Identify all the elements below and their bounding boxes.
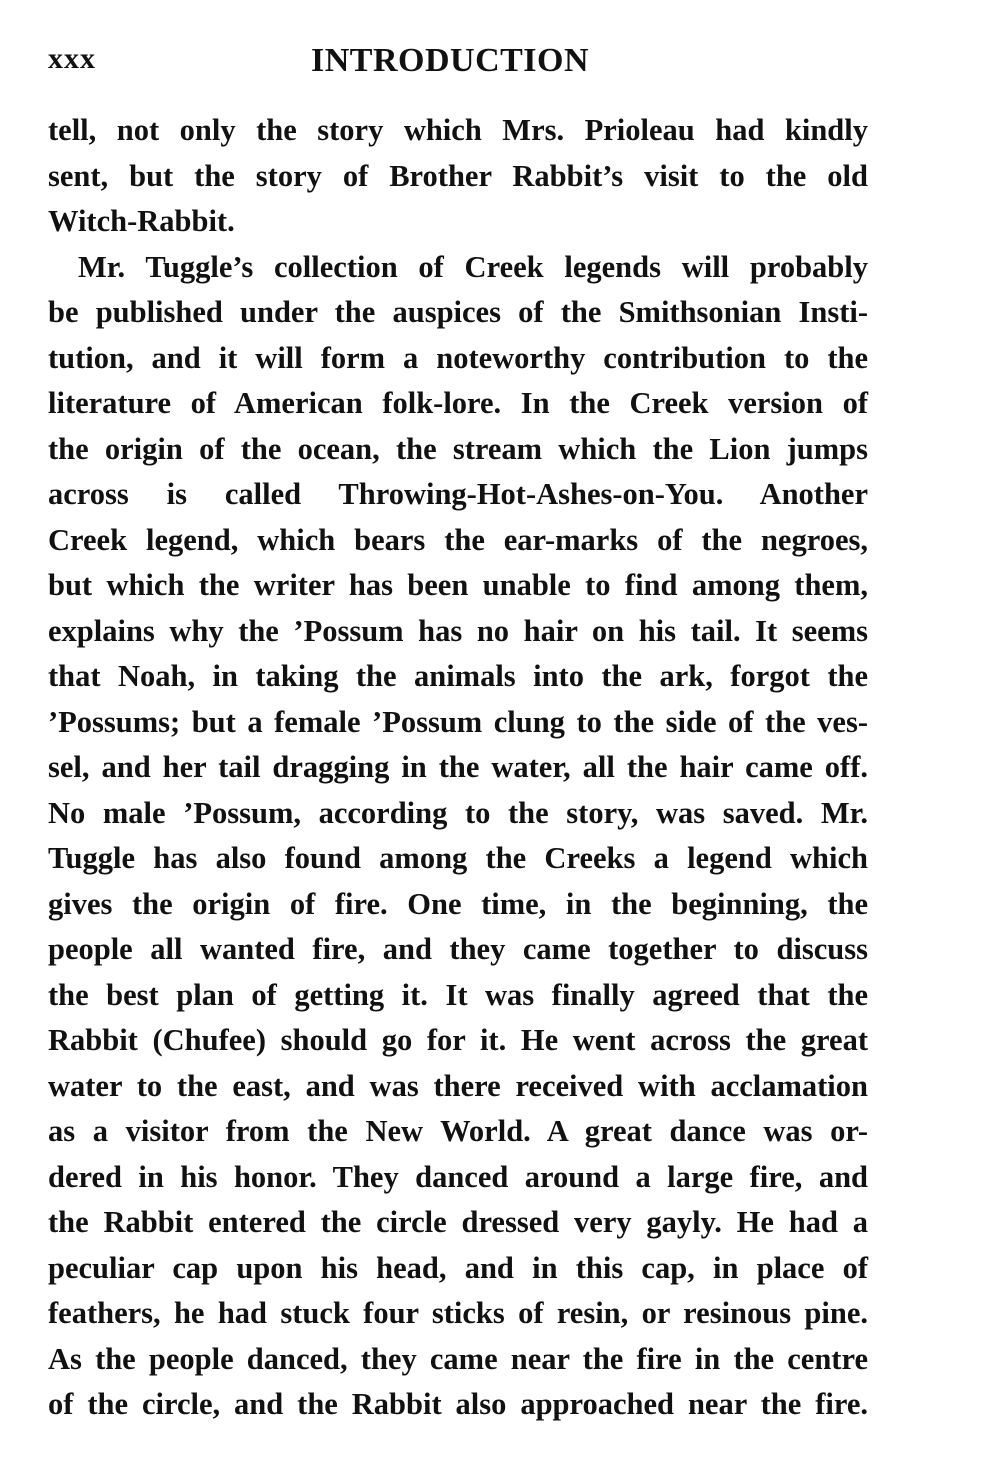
text-line: the best plan of getting it. It was finally agreed that the	[48, 977, 868, 1012]
text-line: the Rabbit entered the circle dressed very gayly. He had a	[48, 1205, 868, 1239]
text-line: Mr. Tuggle’s collection of Creek legends will probably	[78, 249, 868, 284]
text-line: Creek legend, which bears the ear-marks of the negroes,	[48, 522, 868, 557]
text-line: tell, not only the story which Mrs. Prioleau had kindly	[48, 113, 868, 147]
text-line: but which the writer has been unable to find among them,	[48, 568, 868, 602]
running-head: INTRODUCTION	[311, 42, 590, 79]
text-line: the origin of the ocean, the stream which the Lion jumps	[48, 431, 868, 466]
text-line: dered in his honor. They danced around a large fire, and	[48, 1159, 868, 1194]
text-line: ’Possums; but a female ’Possum clung to the side of the ves-	[48, 704, 868, 739]
text-line: of the circle, and the Rabbit also approached near the fire.	[48, 1387, 868, 1421]
text-line: literature of American folk-lore. In the Creek version of	[48, 386, 868, 420]
text-line: as a visitor from the New World. A great dance was or-	[48, 1114, 868, 1148]
text-line: Rabbit (Chufee) should go for it. He went across the great	[48, 1023, 868, 1057]
text-line: sel, and her tail dragging in the water, all the hair came off.	[48, 750, 868, 784]
text-line: Witch-Rabbit.	[48, 204, 235, 238]
text-line: tution, and it will form a noteworthy contribution to the	[48, 340, 868, 375]
text-line: explains why the ’Possum has no hair on his tail. It seems	[48, 613, 868, 648]
text-line: people all wanted fire, and they came together to discuss	[48, 932, 868, 966]
text-line: across is called Throwing-Hot-Ashes-on-You. Another	[48, 477, 868, 511]
text-line: sent, but the story of Brother Rabbit’s visit to the old	[48, 158, 868, 193]
text-line: water to the east, and was there received with acclamation	[48, 1068, 868, 1103]
text-line: Tuggle has also found among the Creeks a legend which	[48, 841, 868, 875]
page-header	[48, 40, 868, 90]
text-line: peculiar cap upon his head, and in this cap, in place of	[48, 1250, 868, 1285]
text-line: that Noah, in taking the animals into the ark, forgot the	[48, 659, 868, 693]
text-line: feathers, he had stuck four sticks of resin, or resinous pine.	[48, 1296, 868, 1330]
body-text	[48, 108, 868, 1428]
text-line: No male ’Possum, according to the story, was saved. Mr.	[48, 795, 868, 830]
text-line: gives the origin of fire. One time, in the beginning, the	[48, 886, 868, 921]
text-line: be published under the auspices of the Smithsonian Insti-	[48, 295, 868, 329]
text-line: As the people danced, they came near the fire in the centre	[48, 1341, 868, 1376]
page-number: xxx	[48, 42, 96, 75]
